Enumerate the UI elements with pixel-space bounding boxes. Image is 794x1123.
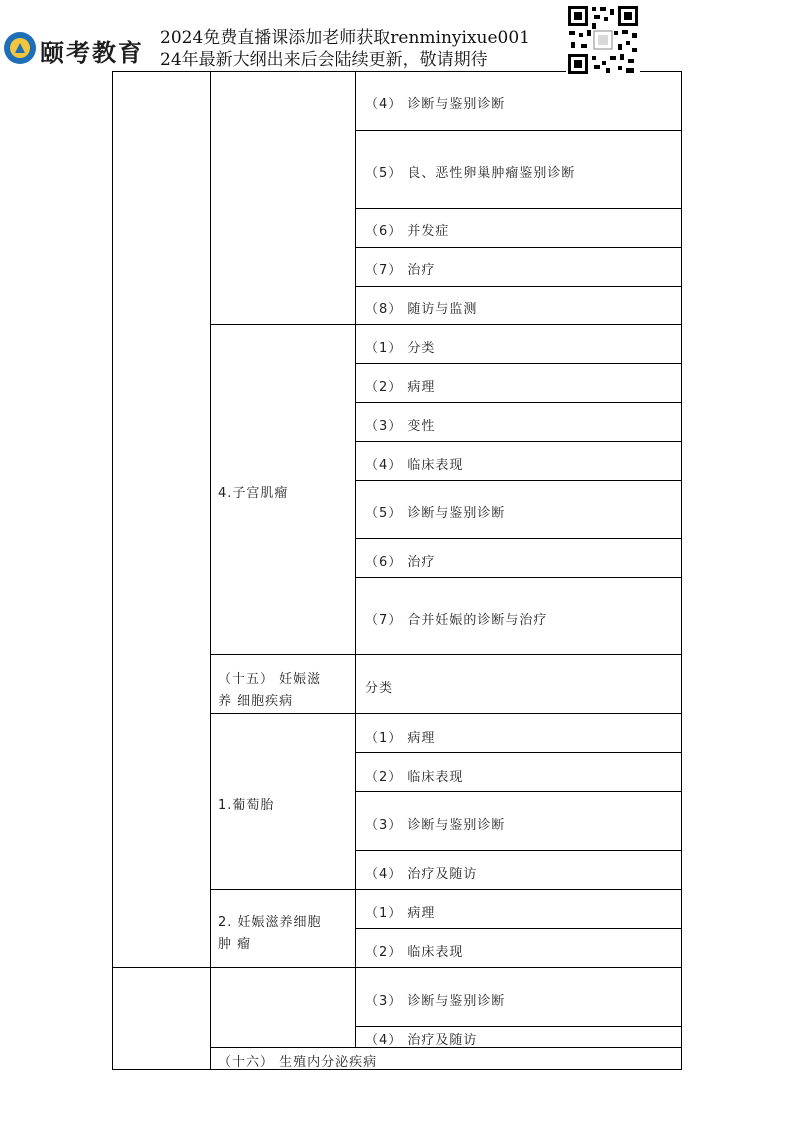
table-item: （4） 治疗及随访 — [365, 1033, 478, 1048]
table-item: （6） 治疗 — [365, 555, 436, 570]
table-row-sep — [355, 538, 682, 539]
section-gtd-title-cont: 养 细胞疾病 — [218, 694, 294, 709]
table-item: （8） 随访与监测 — [365, 302, 478, 317]
header-notice-line2: 24年最新大纲出来后会陆续更新，敬请期待 — [160, 50, 488, 70]
table-row-sep — [355, 441, 682, 442]
table-row-sep — [355, 850, 682, 851]
table-item: （5） 良、恶性卵巢肿瘤鉴别诊断 — [365, 166, 576, 181]
table-col-divider-2 — [355, 71, 356, 1047]
table-col2-sep — [210, 713, 682, 714]
table-border-bottom — [112, 1069, 682, 1070]
table-row-sep — [355, 363, 682, 364]
table-item: （3） 诊断与鉴别诊断 — [365, 818, 506, 833]
table-row-sep — [355, 286, 682, 287]
table-item: （4） 治疗及随访 — [365, 867, 478, 882]
table-item: （2） 临床表现 — [365, 945, 464, 960]
table-item: （2） 病理 — [365, 380, 436, 395]
table-item: （1） 分类 — [365, 341, 436, 356]
table-item: （4） 诊断与鉴别诊断 — [365, 97, 506, 112]
table-col2-sep — [210, 654, 682, 655]
table-row-sep — [355, 752, 682, 753]
section-endocrine-title: （十六） 生殖内分泌疾病 — [218, 1055, 378, 1070]
table-col-divider-1 — [210, 71, 211, 1070]
table-item: （7） 治疗 — [365, 263, 436, 278]
table-row-sep — [355, 208, 682, 209]
table-item: （2） 临床表现 — [365, 770, 464, 785]
table-col2-sep — [210, 324, 682, 325]
table-item: （4） 临床表现 — [365, 458, 464, 473]
table-row-sep — [355, 791, 682, 792]
table-item: （3） 变性 — [365, 419, 436, 434]
table-row-sep — [355, 402, 682, 403]
table-row-sep — [355, 247, 682, 248]
brand-name: 颐考教育 — [40, 39, 144, 67]
table-item: （5） 诊断与鉴别诊断 — [365, 506, 506, 521]
topic-gtn-title: 2. 妊娠滋养细胞 — [218, 915, 322, 930]
table-col2-sep — [210, 889, 682, 890]
table-item: 分类 — [365, 681, 394, 696]
topic-gtn-title-cont: 肿 瘤 — [218, 937, 252, 952]
table-item: （3） 诊断与鉴别诊断 — [365, 994, 506, 1009]
table-item: （1） 病理 — [365, 731, 436, 746]
table-item: （7） 合并妊娠的诊断与治疗 — [365, 613, 548, 628]
section-gtd-title: （十五） 妊娠滋 — [218, 672, 322, 687]
table-row-sep — [355, 577, 682, 578]
table-row-sep — [355, 1026, 682, 1027]
topic-hydatidiform-mole: 1.葡萄胎 — [218, 798, 275, 813]
table-row-sep — [355, 130, 682, 131]
table-item: （6） 并发症 — [365, 224, 450, 239]
table-border-left — [112, 71, 113, 1070]
table-page-break-line — [112, 967, 682, 968]
header-notice-line1: 2024免费直播课添加老师获取renminyixue001 — [160, 28, 530, 48]
table-row-sep — [355, 480, 682, 481]
table-row-sep — [355, 928, 682, 929]
table-border-right — [681, 71, 682, 1070]
brand-logo-icon — [4, 32, 36, 64]
topic-uterine-myoma: 4.子宫肌瘤 — [218, 486, 289, 501]
table-item: （1） 病理 — [365, 906, 436, 921]
qr-code-icon — [566, 4, 640, 76]
